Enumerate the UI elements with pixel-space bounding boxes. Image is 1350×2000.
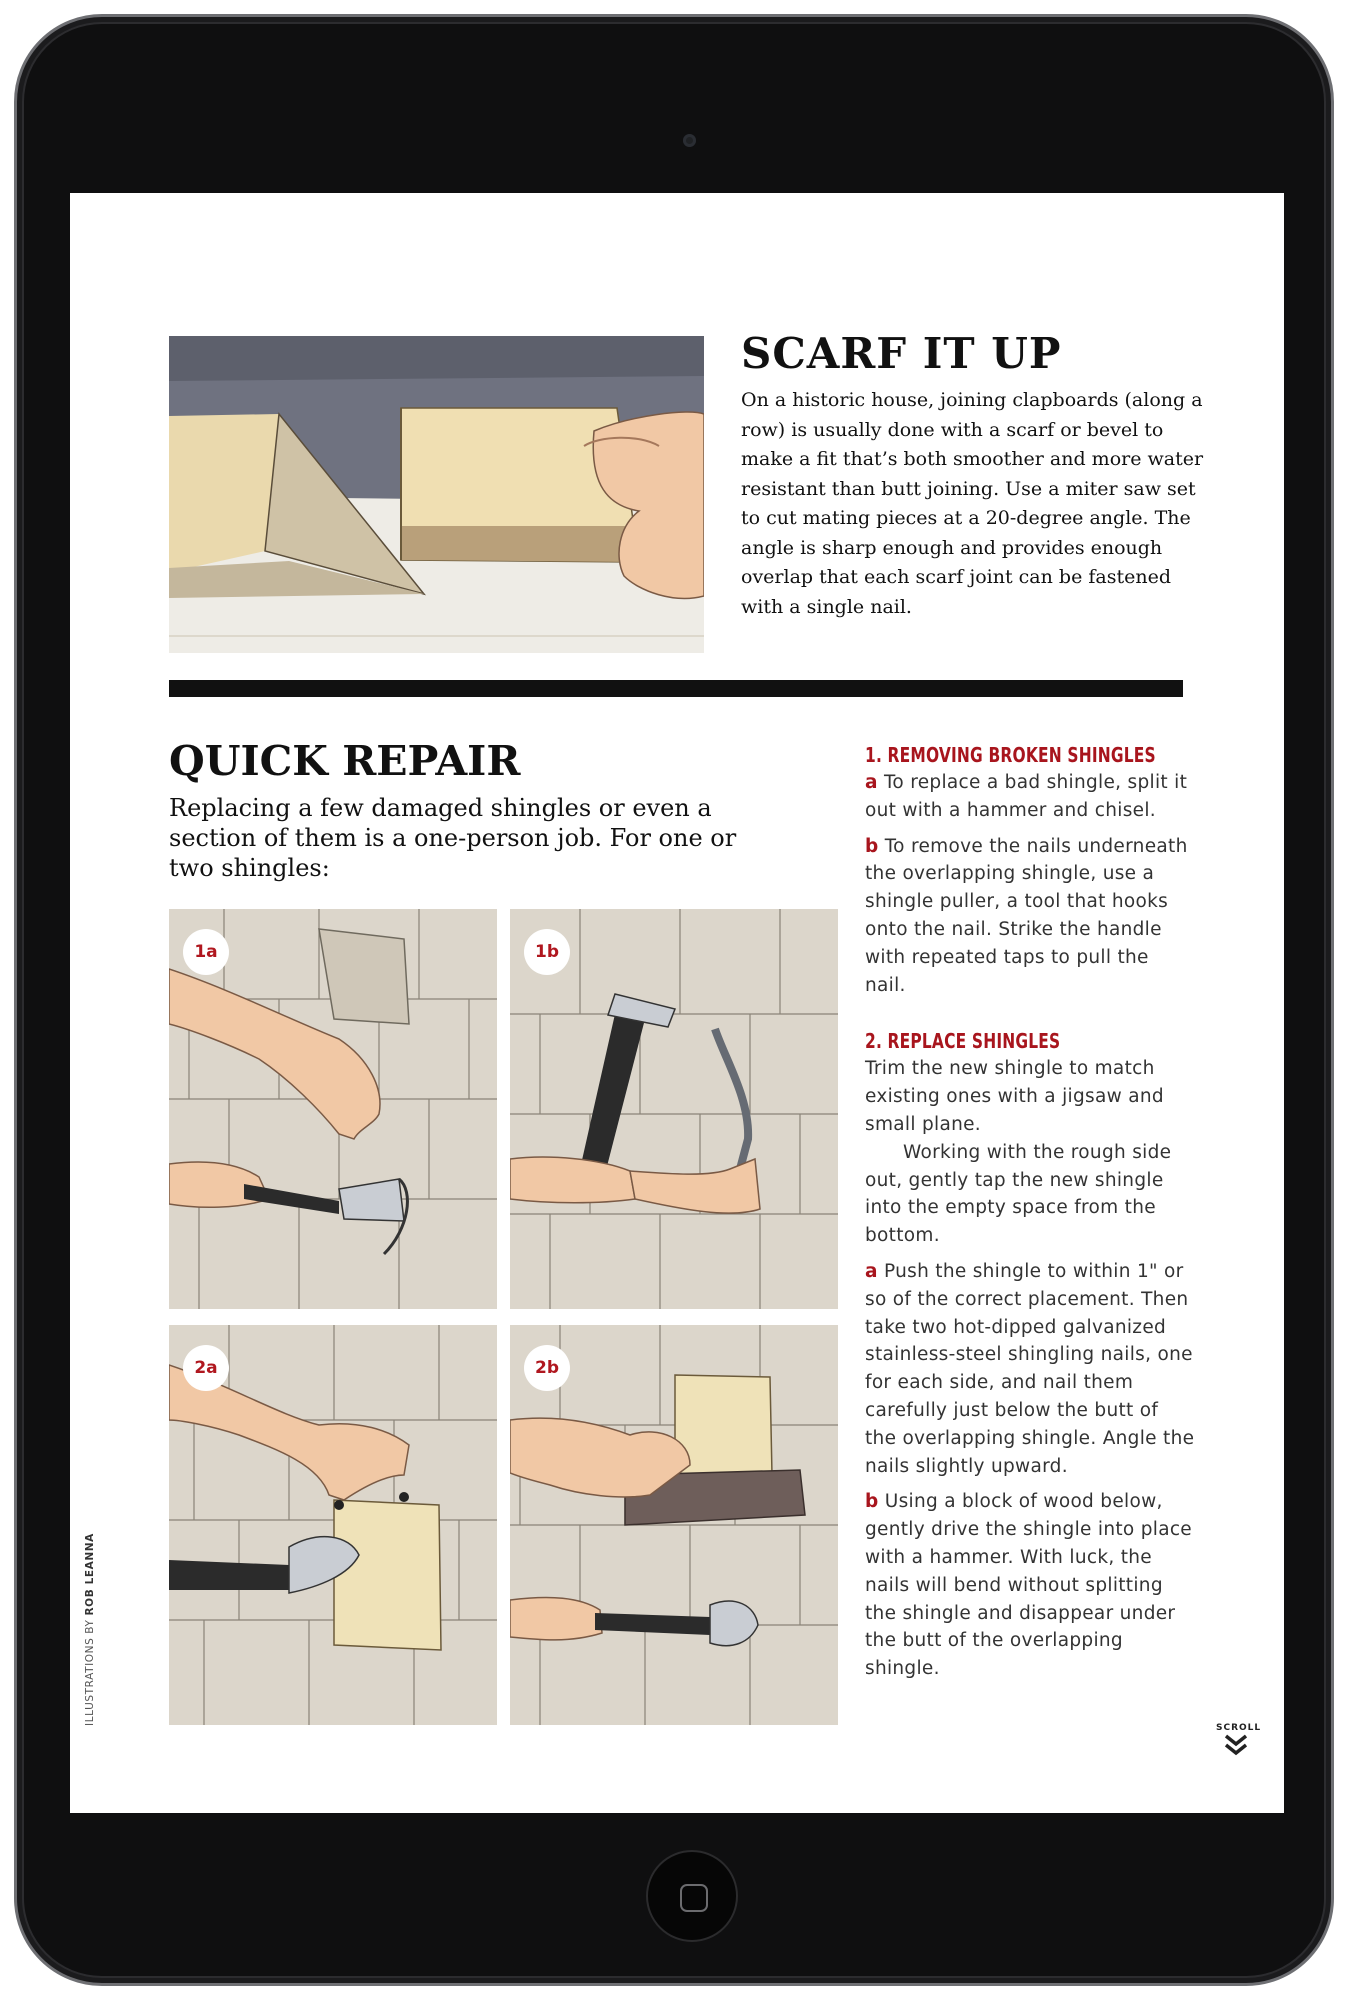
panel-label-1b: 1b [524,929,570,975]
camera-dot [683,134,696,147]
home-square-icon [680,1884,708,1912]
step-removing-b-text: To remove the nails underneath the overlapping shingle, use a shingle puller, a tool that hooks onto the nail. Strike the handle with repeated taps to pull the nail. [865,835,1188,996]
quick-repair-intro: Replacing a few damaged shingles or even a section of them is a one-person job. For one or two shingles: [169,794,737,882]
step-replace-a [865,1258,1195,1480]
scroll-hint[interactable] [1216,1723,1262,1761]
step-removing-a-text: To replace a bad shingle, split it out with a hammer and chisel. [865,772,1188,821]
illustration-panel-2b [510,1325,838,1725]
step-marker-a: a [865,1260,878,1282]
repair-steps-column [865,741,1195,1691]
tablet-screen [70,193,1284,1813]
scroll-label: SCROLL [1216,1723,1262,1733]
panel-label-1a: 1a [183,929,229,975]
step-marker-a: a [865,772,878,793]
step-removing-a [865,769,1195,825]
illustration-credit [84,1533,96,1726]
step-heading-replace: 2. REPLACE SHINGLES [865,1029,1061,1054]
step-marker-b: b [865,1491,879,1513]
step-replace-p2: Working with the rough side out, gently tap the new shingle into the empty space from the bottom. [865,1141,1172,1247]
panel-label-2a: 2a [183,1345,229,1391]
step-replace-a-text: Push the shingle to within 1" or so of the correct placement. Then take two hot-dipped galvanized stainless-steel shingling nails, one for each side, and nail them carefully just below the butt of the overlapping shingle. Angle the nails slightly upward. [865,1260,1195,1477]
step-replace-p1: Trim the new shingle to match existing ones with a jigsaw and small plane. [865,1058,1164,1135]
double-chevron-down-icon [1222,1733,1250,1757]
step-replace-b-text: Using a block of wood below, gently drive the shingle into place with a hammer. With luck, the nails will bend without splitting the shingle and disappear under the butt of the overlapping shingle. [865,1491,1192,1680]
illustration-panel-1a [169,909,497,1309]
step-replace-b [865,1488,1195,1683]
illustration-panel-2a [169,1325,497,1725]
scarf-title: SCARF IT UP [741,329,1062,378]
scarf-body-text: On a historic house, joining clapboards (along a row) is usually done with a scarf or bevel to make a fit that’s both smoother and more water resistant than butt joining. Use a miter saw set to cut mating pieces at a 20-degree angle. The angle is sharp enough and provides enough overlap that each scarf joint can be fastened with a single nail. [741,389,1204,618]
scarf-joint-illustration [169,336,704,653]
step-marker-b: b [865,835,879,857]
quick-repair-title: QUICK REPAIR [169,737,521,785]
credit-prefix: ILLUSTRATIONS BY [84,1615,96,1726]
panel-label-2b: 2b [524,1345,570,1391]
step-removing-b [865,833,1195,1000]
home-button[interactable] [646,1850,738,1942]
section-divider [169,680,1183,697]
step-heading-removing: 1. REMOVING BROKEN SHINGLES [865,743,1156,767]
illustration-panel-1b [510,909,838,1309]
credit-name: ROB LEANNA [84,1533,96,1616]
